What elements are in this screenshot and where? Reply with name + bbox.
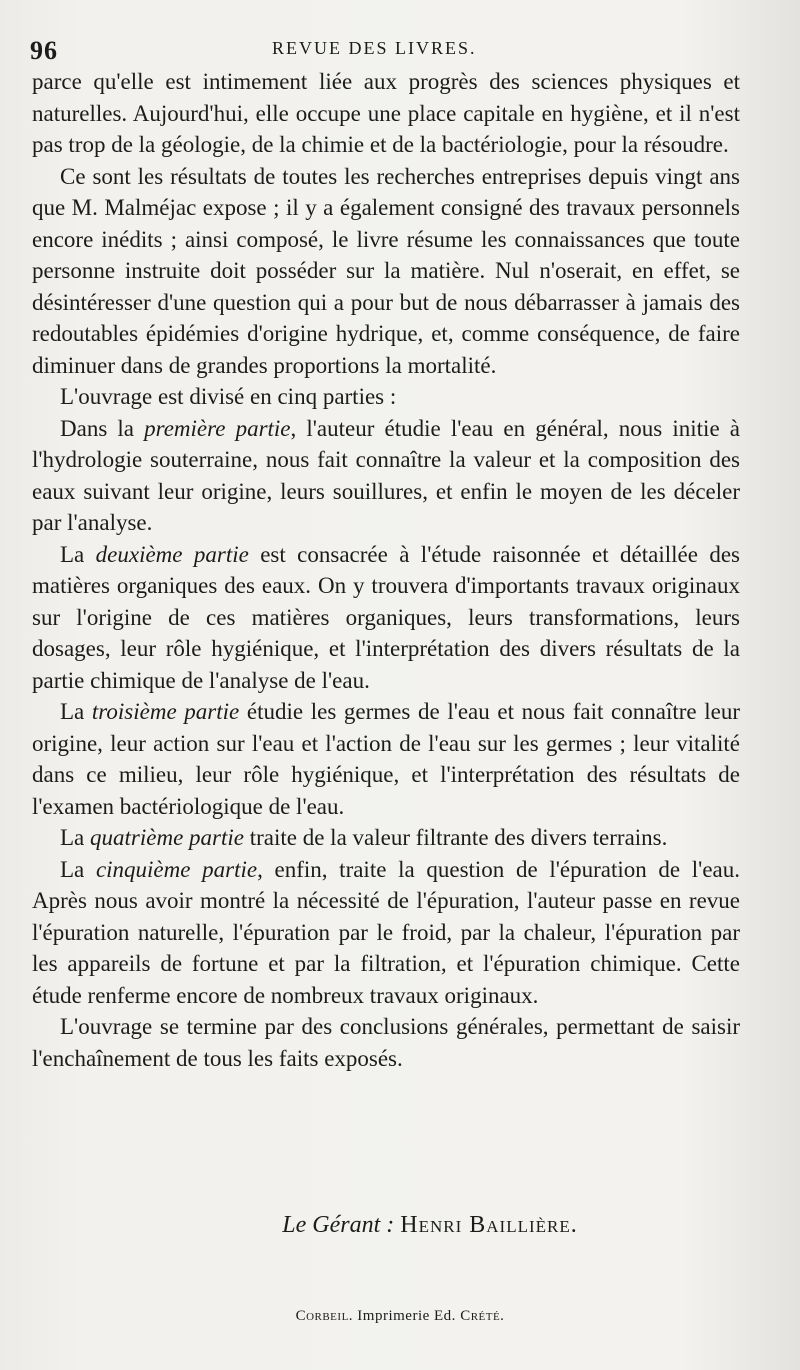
signature-role: Le Gérant : [282,1212,395,1238]
paragraph-conclusion: L'ouvrage se termine par des conclusions générales, permettant de saisir l'enchaînement de tous les faits exposés. [32,1014,740,1071]
part-five-lead: La [60,856,96,882]
imprint-text: Imprimerie Ed. [357,1308,456,1324]
paragraph-part-two [32,539,740,697]
part-five-body: , enfin, traite la question de l'épuration de l'eau. Après nous avoir montré la nécessité de l'épuration, l'auteur passe en revue l'épuration naturelle, l'épuration par le froid, par la chaleur, l'épuration par les appareils de fortune et par la filtration, et l'épuration chimique. Cette étude renferme encore de nombreux travaux originaux. [32,856,740,1008]
paragraph-part-one [32,413,740,539]
part-three-body: étudie les germes de l'eau et nous fait connaître leur origine, leur action sur l'eau et l'action de l'eau sur les germes ; leur vitalité dans ce milieu, leur rôle hygiénique, et l'interprétation des résultats de l'examen bactériologique de l'eau. [32,699,740,819]
signature-name: Henri Baillière. [400,1212,578,1238]
part-two-title: deuxième partie [95,541,249,567]
imprint-place: Corbeil. [295,1308,354,1324]
body-text [32,66,740,1074]
part-three-title: troisième partie [91,699,240,724]
part-four-title: quatrième partie [90,825,244,850]
part-one-title: première partie [144,415,291,441]
part-two-body: est consacrée à l'étude raisonnée et détaillée des matières organiques des eaux. On y trouvera d'importants travaux originaux sur l'origine de ces matières organiques, leurs transformations, leurs dosages, leur rôle hygiénique, et l'interprétation des divers résultats de la partie chimique de l'analyse de l'eau. [32,541,740,693]
part-two-lead: La [60,541,96,567]
part-one-body: , l'auteur étudie l'eau en général, nous initie à l'hydrologie souterraine, nous fait connaître la valeur et la composition des eaux suivant leur origine, leurs souillures, et enfin le moyen de les déceler par l'analyse. [32,415,740,535]
running-title: REVUE DES LIVRES. [272,38,477,58]
paragraph-part-four [32,822,740,854]
page-number: 96 [30,36,58,65]
imprint-printer: Crété. [460,1308,505,1324]
paragraph-part-three [32,696,740,822]
paragraph-results: Ce sont les résultats de toutes les recherches entreprises depuis vingt ans que M. Malméjac expose ; il y a également consigné des travaux personnels encore inédits ; ainsi composé, le livre résume les connaissances que toute personne instruite doit posséder sur la matière. Nul n'oserait, en effet, se désintéresser d'une question qui a pour but de nous débarrasser à jamais des redoutables épidémies d'origine hydrique, et, comme conséquence, de faire diminuer dans de grandes proportions la mortalité. [32,163,740,378]
part-three-lead: La [60,699,92,724]
page-header [0,30,800,64]
part-five-title: cinquième partie [95,856,258,882]
paragraph-part-five [32,854,740,1012]
paragraph-parts-intro: L'ouvrage est divisé en cinq parties : [60,384,397,409]
part-four-body: traite de la valeur filtrante des divers terrains. [243,825,668,850]
part-one-lead: Dans la [60,415,145,441]
printer-imprint [0,1308,800,1325]
signature [0,1212,800,1239]
paragraph-continuation: parce qu'elle est intimement liée aux progrès des sciences physiques et naturelles. Aujourd'hui, elle occupe une place capitale en hygiène, et il n'est pas trop de la géologie, de la chimie et de la bactériologie, pour la résoudre. [32,69,740,157]
part-four-lead: La [60,825,91,850]
